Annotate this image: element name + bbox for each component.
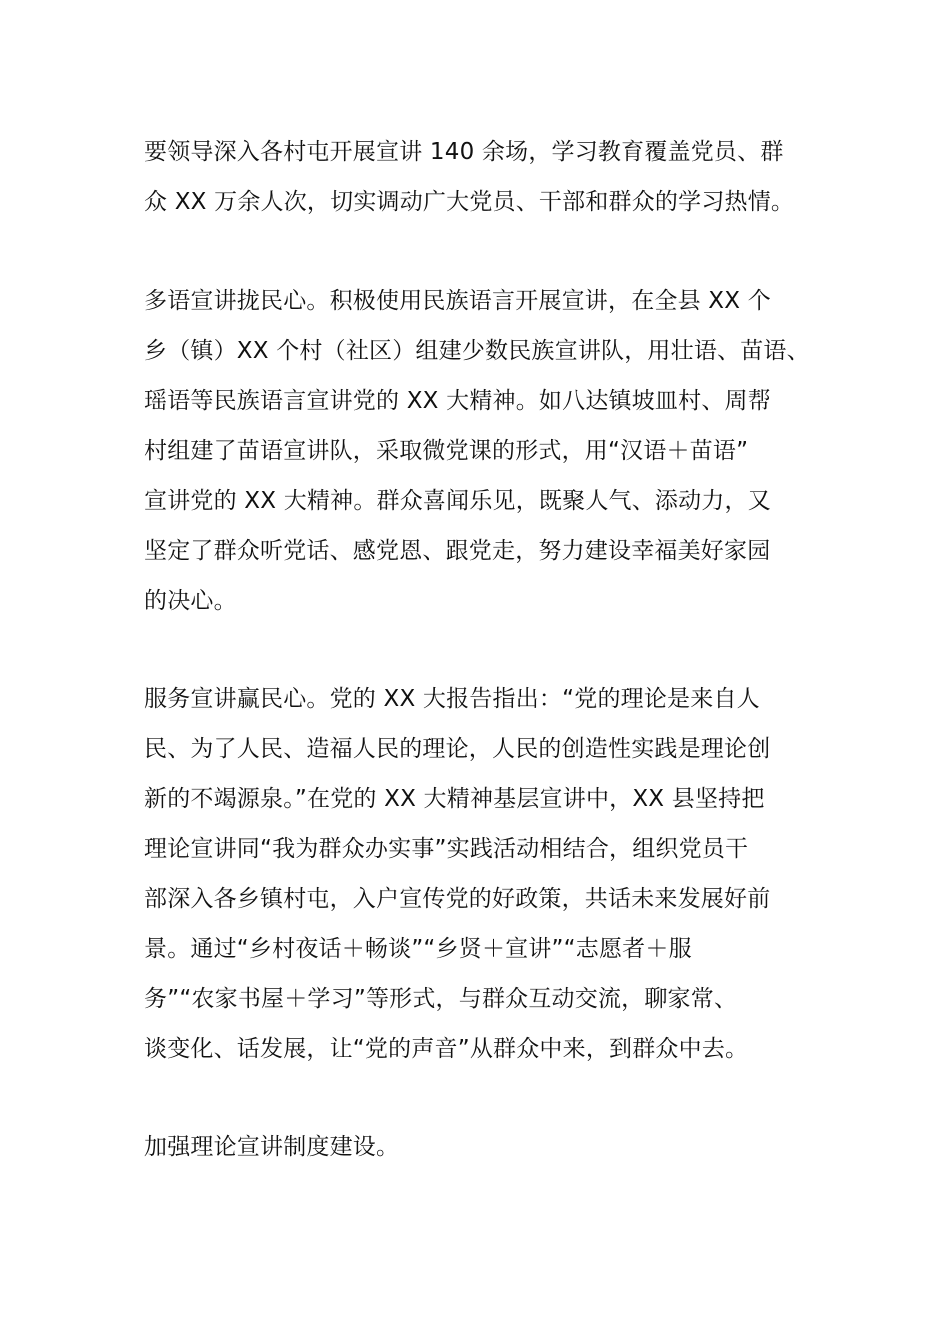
- paragraph-3-line-5: 部深入各乡镇村屯，入户宣传党的好政策，共话未来发展好前: [144, 886, 771, 912]
- paragraph-3-line-7: 务”“农家书屋＋学习”等形式，与群众互动交流，聊家常、: [144, 986, 738, 1012]
- paragraph-4-line-1: 加强理论宣讲制度建设。: [144, 1134, 400, 1160]
- paragraph-2-line-5: 宣讲党的 XX 大精神。群众喜闻乐见，既聚人气、添动力，又: [144, 488, 771, 514]
- paragraph-2-line-3: 瑶语等民族语言宣讲党的 XX 大精神。如八达镇坡皿村、周帮: [144, 388, 771, 414]
- paragraph-2-line-4: 村组建了苗语宣讲队，采取微党课的形式，用“汉语＋苗语”: [144, 438, 749, 464]
- paragraph-1-line-1: 要领导深入各村屯开展宣讲 140 余场，学习教育覆盖党员、群: [144, 139, 784, 165]
- paragraph-3-line-8: 谈变化、话发展，让“党的声音”从群众中来，到群众中去。: [144, 1036, 749, 1062]
- paragraph-2-line-7: 的决心。: [144, 588, 237, 614]
- paragraph-3-line-4: 理论宣讲同“我为群众办实事”实践活动相结合，组织党员干: [144, 836, 749, 862]
- paragraph-2-line-6: 坚定了群众听党话、感党恩、跟党走，努力建设幸福美好家园: [144, 538, 771, 564]
- paragraph-3-line-3: 新的不竭源泉。”在党的 XX 大精神基层宣讲中，XX 县坚持把: [144, 786, 765, 812]
- paragraph-3-line-2: 民、为了人民、造福人民的理论，人民的创造性实践是理论创: [144, 736, 771, 762]
- paragraph-3-line-6: 景。通过“乡村夜话＋畅谈”“乡贤＋宣讲”“志愿者＋服: [144, 936, 692, 962]
- paragraph-2-line-2: 乡（镇）XX 个村（社区）组建少数民族宣讲队，用壮语、苗语、: [144, 338, 810, 364]
- paragraph-2-line-1: 多语宣讲拢民心。积极使用民族语言开展宣讲，在全县 XX 个: [144, 288, 771, 314]
- paragraph-3-line-1: 服务宣讲赢民心。党的 XX 大报告指出：“党的理论是来自人: [144, 686, 760, 712]
- paragraph-1-line-2: 众 XX 万余人次，切实调动广大党员、干部和群众的学习热情。: [144, 189, 795, 215]
